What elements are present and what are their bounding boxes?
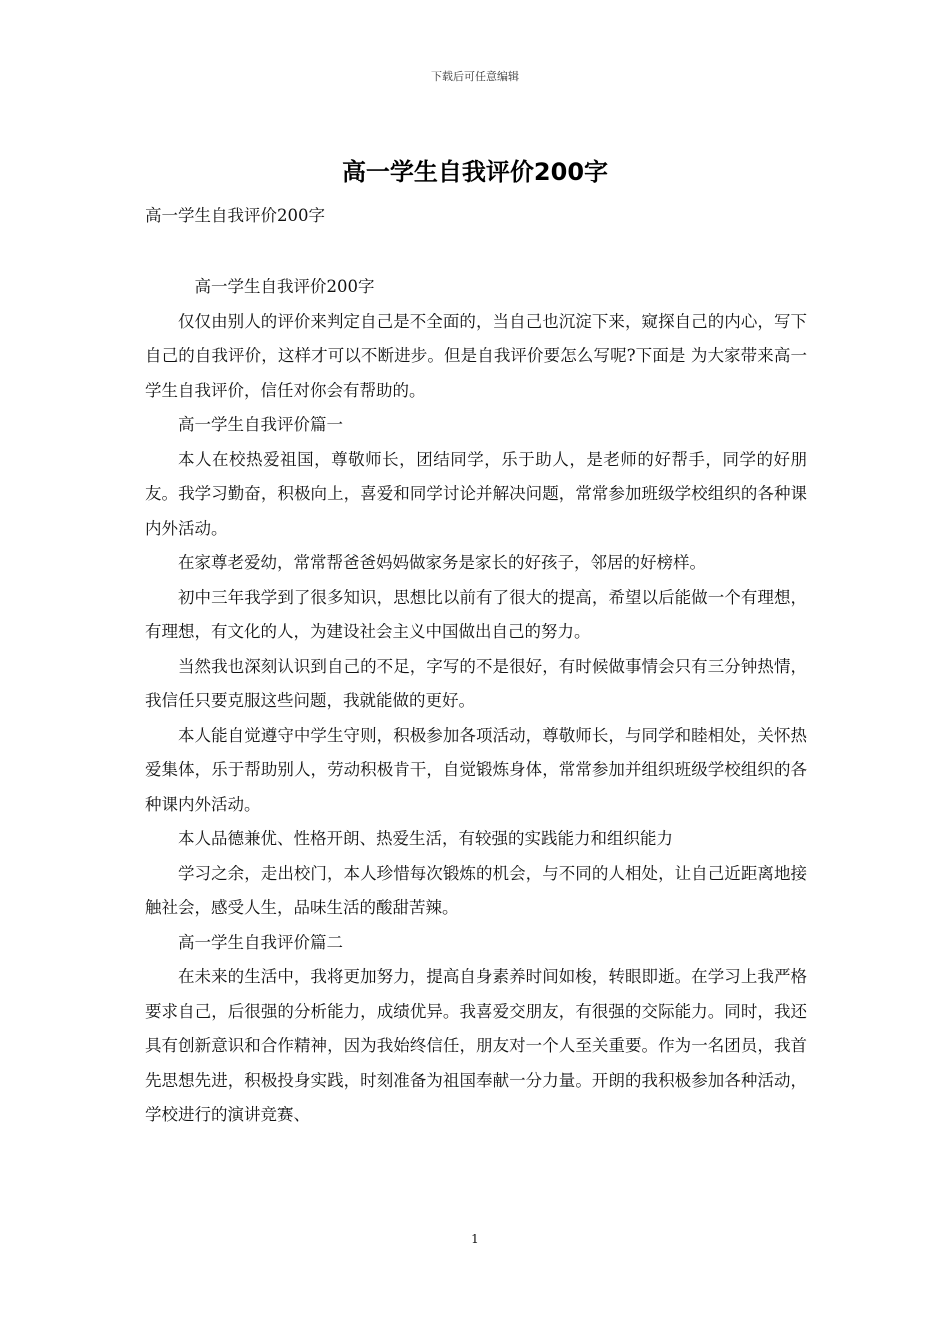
document-title: 高一学生自我评价200字 xyxy=(341,158,609,186)
header-note: 下载后可任意编辑 xyxy=(431,70,519,83)
paragraph: 当然我也深刻认识到自己的不足，字写的不是很好，有时候做事情会只有三分钟热情，我信任只要克服这些问题，我就能做的更好。 xyxy=(145,656,807,710)
section-heading-part-two: 高一学生自我评价篇二 xyxy=(178,932,343,952)
paragraph: 本人品德兼优、性格开朗、热爱生活，有较强的实践能力和组织能力 xyxy=(178,829,673,848)
section-heading-part-one: 高一学生自我评价篇一 xyxy=(178,415,343,434)
document-body xyxy=(145,270,807,1133)
section-heading-intro: 高一学生自我评价200字 xyxy=(194,277,375,296)
paragraph-intro: 仅仅由别人的评价来判定自己是不全面的，当自己也沉淀下来，窥探自己的内心，写下自己的自我评价，这样才可以不断进步。但是自我评价要怎么写呢?下面是 为大家带来高一学生自我评价，信任对你会有帮助的。 xyxy=(145,311,807,400)
paragraph: 本人在校热爱祖国，尊敬师长，团结同学，乐于助人，是老师的好帮手，同学的好朋友。我学习勤奋，积极向上，喜爱和同学讨论并解决问题，常常参加班级学校组织的各种课内外活动。 xyxy=(145,449,807,538)
paragraph: 初中三年我学到了很多知识，思想比以前有了很大的提高，希望以后能做一个有理想，有理想，有文化的人，为建设社会主义中国做出自己的努力。 xyxy=(145,587,807,641)
page-number: 1 xyxy=(471,1232,479,1246)
document-subtitle: 高一学生自我评价200字 xyxy=(145,206,325,225)
paragraph: 在未来的生活中，我将更加努力，提高自身素养时间如梭，转眼即逝。在学习上我严格要求自己，后很强的分析能力，成绩优异。我喜爱交朋友，有很强的交际能力。同时，我还具有创新意识和合作精神，因为我始终信任，朋友对一个人至关重要。作为一名团员，我首先思想先进，积极投身实践，时刻准备为祖国奉献一分力量。开朗的我积极参加各种活动，学校进行的演讲竞赛、 xyxy=(145,967,807,1124)
paragraph: 学习之余，走出校门，本人珍惜每次锻炼的机会，与不同的人相处，让自己近距离地接触社会，感受人生，品味生活的酸甜苦辣。 xyxy=(145,863,807,917)
paragraph: 本人能自觉遵守中学生守则，积极参加各项活动，尊敬师长，与同学和睦相处，关怀热爱集体，乐于帮助别人，劳动积极肯干，自觉锻炼身体，常常参加并组织班级学校组织的各种课内外活动。 xyxy=(145,725,807,814)
paragraph: 在家尊老爱幼，常常帮爸爸妈妈做家务是家长的好孩子，邻居的好榜样。 xyxy=(178,553,706,572)
